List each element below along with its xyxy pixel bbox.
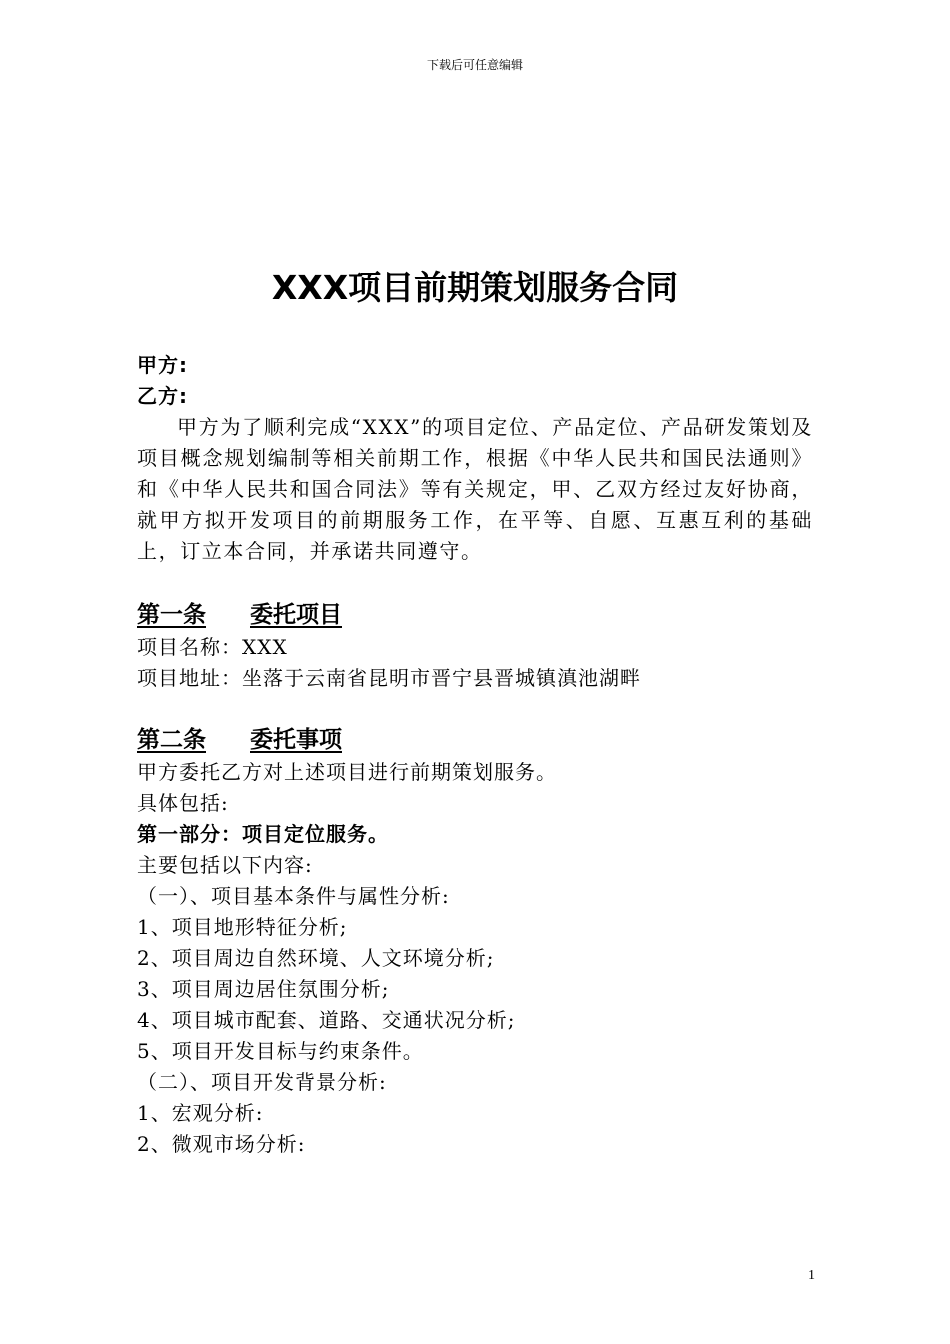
- list-item: 5、项目开发目标与约束条件。: [137, 1039, 424, 1063]
- party-b-label: 乙方:: [137, 384, 188, 408]
- document-body: [137, 350, 813, 1160]
- part-1-heading: 第一部分：项目定位服务。: [137, 822, 389, 846]
- article-1-heading: [137, 598, 813, 632]
- list-item: 1、项目地形特征分析;: [137, 915, 348, 939]
- article-2-line: 甲方委托乙方对上述项目进行前期策划服务。: [137, 760, 557, 784]
- list-item: 主要包括以下内容:: [137, 853, 313, 877]
- article-1-number: 第一条: [137, 602, 206, 628]
- list-item: （一）、项目基本条件与属性分析:: [137, 884, 450, 908]
- intro-paragraph: 甲方为了顺利完成“XXX”的项目定位、产品定位、产品研发策划及项目概念规划编制等相关前期工作，根据《中华人民共和国民法通则》和《中华人民共和国合同法》等有关规定，甲、乙双方经过友好协商，就甲方拟开发项目的前期服务工作，在平等、自愿、互惠互利的基础上，订立本合同，并承诺共同遵守。: [137, 415, 813, 563]
- list-item: （二）、项目开发背景分析:: [137, 1070, 387, 1094]
- list-item: 4、项目城市配套、道路、交通状况分析;: [137, 1008, 516, 1032]
- article-2-heading: [137, 723, 813, 757]
- project-name-line: 项目名称：XXX: [137, 635, 288, 659]
- article-1-name: 委托项目: [250, 602, 342, 628]
- article-2-name: 委托事项: [250, 727, 342, 753]
- list-item: 2、微观市场分析:: [137, 1132, 306, 1156]
- article-2-line: 具体包括:: [137, 791, 229, 815]
- project-address-line: 项目地址：坐落于云南省昆明市晋宁县晋城镇滇池湖畔: [137, 666, 641, 690]
- article-2-number: 第二条: [137, 727, 206, 753]
- list-item: 3、项目周边居住氛围分析;: [137, 977, 390, 1001]
- party-a-label: 甲方:: [137, 353, 188, 377]
- page-number: 1: [808, 1268, 815, 1283]
- document-title: XXX项目前期策划服务合同: [271, 268, 679, 307]
- list-item: 2、项目周边自然环境、人文环境分析;: [137, 946, 495, 970]
- page-header-note: 下载后可任意编辑: [426, 58, 523, 72]
- list-item: 1、宏观分析:: [137, 1101, 264, 1125]
